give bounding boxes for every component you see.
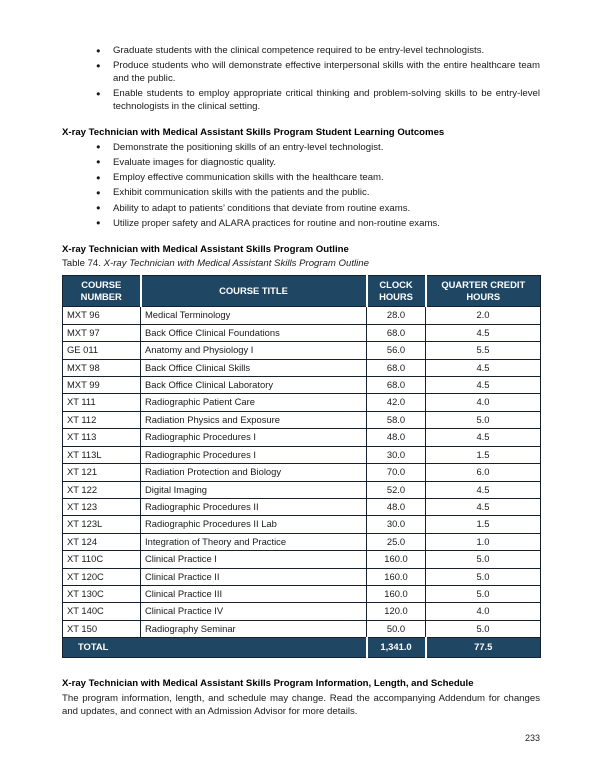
course-title-cell: Radiographic Procedures I [141,429,367,446]
course-title-cell: Medical Terminology [141,307,367,324]
course-title-cell: Radiography Seminar [141,620,367,637]
course-row [63,411,541,428]
course-row [63,377,541,394]
course-number-cell: XT 122 [63,481,141,498]
course-title-cell: Digital Imaging [141,481,367,498]
credit-hours-cell: 1.5 [426,516,541,533]
bullet-item: ● Enable students to employ appropriate critical thinking and problem-solving skills to be entry-level technologists in the clinical setting. [95,88,540,114]
course-rows [63,307,541,638]
credit-hours-cell: 5.0 [426,568,541,585]
header-clock-hours: CLOCK HOURS [367,276,426,307]
credit-hours-cell: 5.0 [426,620,541,637]
credit-hours-cell: 4.0 [426,394,541,411]
course-row [63,359,541,376]
clock-hours-cell: 30.0 [367,446,426,463]
course-title-cell: Back Office Clinical Foundations [141,324,367,341]
header-course-number: COURSE NUMBER [63,276,141,307]
table-caption [62,258,540,271]
course-number-cell: XT 110C [63,551,141,568]
program-info-paragraph: The program information, length, and schedule may change. Read the accompanying Addendum for changes and updates, and connect with an Admission Advisor for more details. [62,692,540,717]
bullet-item: ● Ability to adapt to patients’ conditions that deviate from routine exams. [95,203,540,216]
clock-hours-cell: 30.0 [367,516,426,533]
course-row [63,464,541,481]
course-title-cell: Clinical Practice I [141,551,367,568]
clock-hours-cell: 120.0 [367,603,426,620]
course-row [63,342,541,359]
course-row [63,446,541,463]
program-outline-heading: X-ray Technician with Medical Assistant Skills Program Outline [62,243,349,255]
course-number-cell: XT 111 [63,394,141,411]
course-number-cell: XT 113L [63,446,141,463]
credit-hours-cell: 5.0 [426,585,541,602]
course-row [63,568,541,585]
total-label: TOTAL [63,638,367,658]
course-title-cell: Radiographic Procedures II Lab [141,516,367,533]
course-number-cell: XT 123 [63,498,141,515]
clock-hours-cell: 68.0 [367,324,426,341]
clock-hours-cell: 52.0 [367,481,426,498]
clock-hours-cell: 25.0 [367,533,426,550]
course-title-cell: Anatomy and Physiology I [141,342,367,359]
course-row [63,533,541,550]
course-row [63,585,541,602]
course-row [63,551,541,568]
credit-hours-cell: 4.5 [426,481,541,498]
credit-hours-cell: 5.0 [426,411,541,428]
credit-hours-cell: 4.5 [426,377,541,394]
credit-hours-cell: 2.0 [426,307,541,324]
bullet-item: ● Produce students who will demonstrate effective interpersonal skills with the entire healthcare team and the public. [95,60,540,86]
total-clock-hours: 1,341.0 [367,638,426,658]
course-outline-table [62,275,541,658]
course-row [63,620,541,637]
course-title-cell: Clinical Practice II [141,568,367,585]
table-caption-label: Table 74. [62,258,101,270]
clock-hours-cell: 160.0 [367,568,426,585]
credit-hours-cell: 4.5 [426,324,541,341]
course-number-cell: GE 011 [63,342,141,359]
course-row [63,481,541,498]
course-number-cell: XT 113 [63,429,141,446]
bullet-item: ● Employ effective communication skills with the healthcare team. [95,172,540,185]
clock-hours-cell: 160.0 [367,551,426,568]
bullet-item: ● Evaluate images for diagnostic quality. [95,157,540,170]
bullet-item: ● Exhibit communication skills with the patients and the public. [95,187,540,200]
clock-hours-cell: 28.0 [367,307,426,324]
course-number-cell: MXT 99 [63,377,141,394]
course-number-cell: XT 140C [63,603,141,620]
course-title-cell: Radiation Physics and Exposure [141,411,367,428]
credit-hours-cell: 6.0 [426,464,541,481]
course-row [63,498,541,515]
course-row [63,324,541,341]
credit-hours-cell: 4.5 [426,359,541,376]
header-course-title: COURSE TITLE [141,276,367,307]
course-number-cell: XT 120C [63,568,141,585]
clock-hours-cell: 56.0 [367,342,426,359]
course-number-cell: XT 150 [63,620,141,637]
total-quarter-credit-hours: 77.5 [426,638,541,658]
course-row [63,429,541,446]
clock-hours-cell: 42.0 [367,394,426,411]
course-row [63,603,541,620]
course-title-cell: Back Office Clinical Skills [141,359,367,376]
clock-hours-cell: 68.0 [367,377,426,394]
clock-hours-cell: 50.0 [367,620,426,637]
bullet-item: ● Utilize proper safety and ALARA practices for routine and non-routine exams. [95,218,540,231]
course-title-cell: Radiographic Procedures II [141,498,367,515]
program-goals-list [62,45,540,114]
course-number-cell: XT 112 [63,411,141,428]
course-number-cell: XT 130C [63,585,141,602]
table-caption-title: X-ray Technician with Medical Assistant Skills Program Outline [103,258,369,270]
clock-hours-cell: 48.0 [367,429,426,446]
course-row [63,516,541,533]
credit-hours-cell: 5.0 [426,551,541,568]
clock-hours-cell: 58.0 [367,411,426,428]
credit-hours-cell: 1.5 [426,446,541,463]
course-row [63,394,541,411]
course-number-cell: MXT 98 [63,359,141,376]
credit-hours-cell: 4.5 [426,429,541,446]
course-title-cell: Clinical Practice III [141,585,367,602]
credit-hours-cell: 4.0 [426,603,541,620]
course-title-cell: Back Office Clinical Laboratory [141,377,367,394]
clock-hours-cell: 48.0 [367,498,426,515]
clock-hours-cell: 70.0 [367,464,426,481]
clock-hours-cell: 68.0 [367,359,426,376]
course-title-cell: Integration of Theory and Practice [141,533,367,550]
course-title-cell: Clinical Practice IV [141,603,367,620]
course-number-cell: XT 124 [63,533,141,550]
page-number: 233 [524,733,540,744]
program-info-heading: X-ray Technician with Medical Assistant Skills Program Information, Length, and Schedule [62,678,474,690]
course-number-cell: MXT 96 [63,307,141,324]
course-title-cell: Radiographic Procedures I [141,446,367,463]
course-number-cell: MXT 97 [63,324,141,341]
learning-outcomes-heading: X-ray Technician with Medical Assistant Skills Program Student Learning Outcomes [62,126,445,138]
table-header-row [63,276,541,307]
course-title-cell: Radiographic Patient Care [141,394,367,411]
course-number-cell: XT 121 [63,464,141,481]
credit-hours-cell: 5.5 [426,342,541,359]
credit-hours-cell: 4.5 [426,498,541,515]
bullet-item: ● Graduate students with the clinical competence required to be entry-level technologists. [95,45,540,58]
clock-hours-cell: 160.0 [367,585,426,602]
header-quarter-credit-hours: QUARTER CREDIT HOURS [426,276,541,307]
total-row [63,638,541,658]
bullet-item: ● Demonstrate the positioning skills of an entry-level technologist. [95,142,540,155]
learning-outcomes-list [62,142,540,231]
course-number-cell: XT 123L [63,516,141,533]
credit-hours-cell: 1.0 [426,533,541,550]
course-row [63,307,541,324]
course-title-cell: Radiation Protection and Biology [141,464,367,481]
